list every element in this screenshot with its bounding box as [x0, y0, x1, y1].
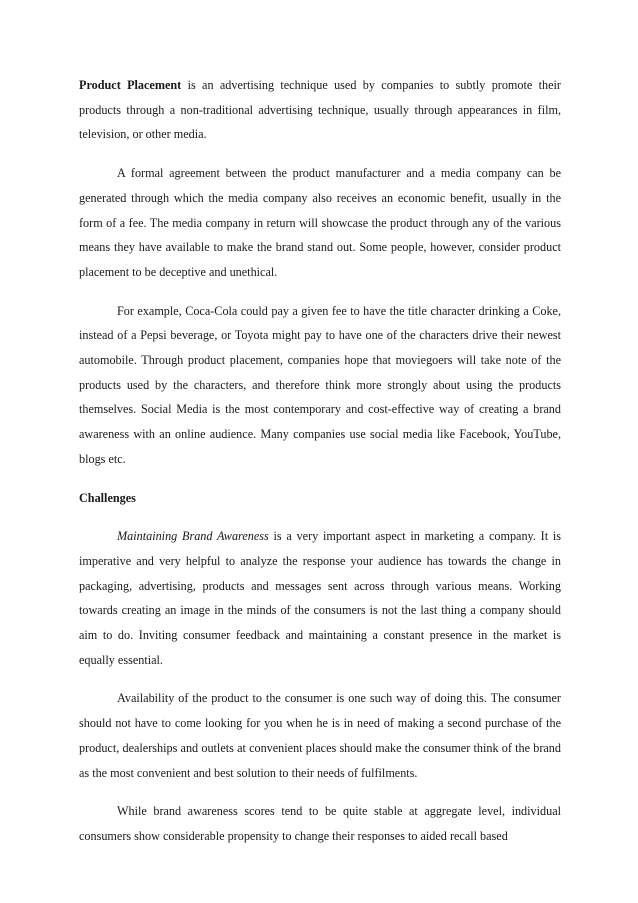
brand-awareness-term: Maintaining Brand Awareness — [117, 529, 269, 544]
document-body — [79, 73, 561, 849]
paragraph-brand-awareness-scores: While brand awareness scores tend to be quite stable at aggregate level, individual consumers show considerable propensity to change their responses to aided recall based — [79, 804, 561, 843]
paragraph-example: For example, Coca-Cola could pay a given fee to have the title character drinking a Coke, instead of a Pepsi beverage, or Toyota might pay to have one of the characters drive their newest automobile. Through product placement, companies hope that moviegoers will take note of the products used by the characters, and therefore think more strongly about using the products themselves. Social Media is the most contemporary and cost-effective way of creating a brand awareness with an online audience. Many companies use social media like Facebook, YouTube, blogs etc. — [79, 303, 561, 466]
paragraph-availability: Availability of the product to the consumer is one such way of doing this. The consumer should not have to come looking for you when he is in need of making a second purchase of the product, dealerships and outlets at convenient places should make the consumer think of the brand as the most convenient and best solution to their needs of fulfilments. — [79, 691, 561, 780]
paragraph-formal-agreement: A formal agreement between the product manufacturer and a media company can be generated through which the media company also receives an economic benefit, usually in the form of a fee. The media company in return will showcase the product through any of the various means they have available to make the brand stand out. Some people, however, consider product placement to be deceptive and unethical. — [79, 166, 561, 279]
challenges-heading: Challenges — [79, 490, 136, 505]
paragraph-product-placement — [79, 73, 561, 147]
product-placement-term: Product Placement — [79, 78, 182, 92]
product-placement-definition: is an advertising technique used by companies to subtly promote their products through a non-traditional advertising technique, usually through appearances in film, television, or other media. — [79, 78, 561, 142]
brand-awareness-text: is a very important aspect in marketing a company. It is imperative and very helpful to analyze the response your audience has towards the change in packaging, advertising, products and messages sent across through various means. Working towards creating an image in the minds of the consumers is not the last thing a company should aim to do. Inviting consumer feedback and maintaining a constant presence in the market is equally essential. — [79, 529, 561, 667]
paragraph-brand-awareness — [79, 524, 561, 672]
